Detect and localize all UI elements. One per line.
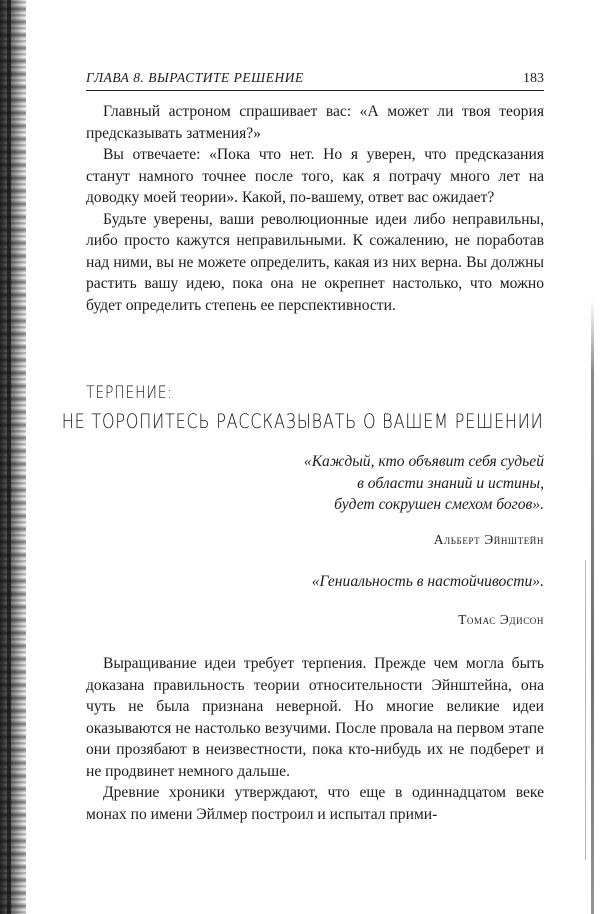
paragraph: Древние хроники утверждают, что еще в одиннадцатом веке монах по имени Эйлмер построил и испытал прими- <box>86 784 544 823</box>
scan-binding-shadow <box>7 0 11 914</box>
section-title-line2: НЕ ТОРОПИТЕСЬ РАССКАЗЫВАТЬ О ВАШЕМ РЕШЕНИИ <box>62 410 544 433</box>
text-block-bottom <box>86 653 544 825</box>
quote-line: будет сокрушен смехом богов». <box>334 496 544 513</box>
quote-author-einstein: Альберт Эйнштейн <box>433 532 544 547</box>
section-title-line1: ТЕРПЕНИЕ: <box>86 383 173 403</box>
scan-edge-left <box>0 0 26 914</box>
paragraph: Будьте уверены, ваши революционные идеи либо неправильны, либо просто кажутся неправильными. К сожалению, не поработав над ними, вы не можете определить, какая из них верна. Вы должны растить вашу идею, пока она не окрепнет настолько, что можно будет определить степень ее перспективности. <box>86 210 544 314</box>
quote-line: «Каждый, кто объявит себя судьей <box>303 453 544 470</box>
chapter-title: ГЛАВА 8. ВЫРАСТИТЕ РЕШЕНИЕ <box>86 70 304 85</box>
header-rule <box>86 90 544 91</box>
page-number: 183 <box>523 71 544 86</box>
epigraph-quote-edison <box>184 571 544 593</box>
quote-author-edison: Томас Эдисон <box>458 612 544 627</box>
paragraph: Вы отвечаете: «Пока что нет. Но я уверен, что предсказания станут намного точнее после того, как я потрачу много лет на доводку моей теории». Какой, по-вашему, ответ вас ожидает? <box>86 146 544 206</box>
paragraph: Выращивание идеи требует терпения. Прежде чем могла быть доказана правильность теории относительности Эйнштейна, она чуть не была признана неверной. Но многие великие идеи оказываются не настолько везучими. После провала на первом этапе они прозябают в неизвестности, пока кто-нибудь их не подберет и не продвинет немного дальше. <box>86 655 544 780</box>
quote-line: «Гениальность в настойчивости». <box>311 573 544 590</box>
paragraph: Главный астроном спрашивает вас: «А может ли твоя теория предсказывать затмения?» <box>86 103 544 142</box>
running-header <box>86 70 544 87</box>
epigraph-quote-einstein <box>184 451 544 516</box>
text-block-top <box>86 101 544 316</box>
scan-edge-right-line <box>585 560 586 860</box>
scan-edge-right <box>591 300 594 914</box>
quote-line: в области знаний и истины, <box>357 474 544 492</box>
